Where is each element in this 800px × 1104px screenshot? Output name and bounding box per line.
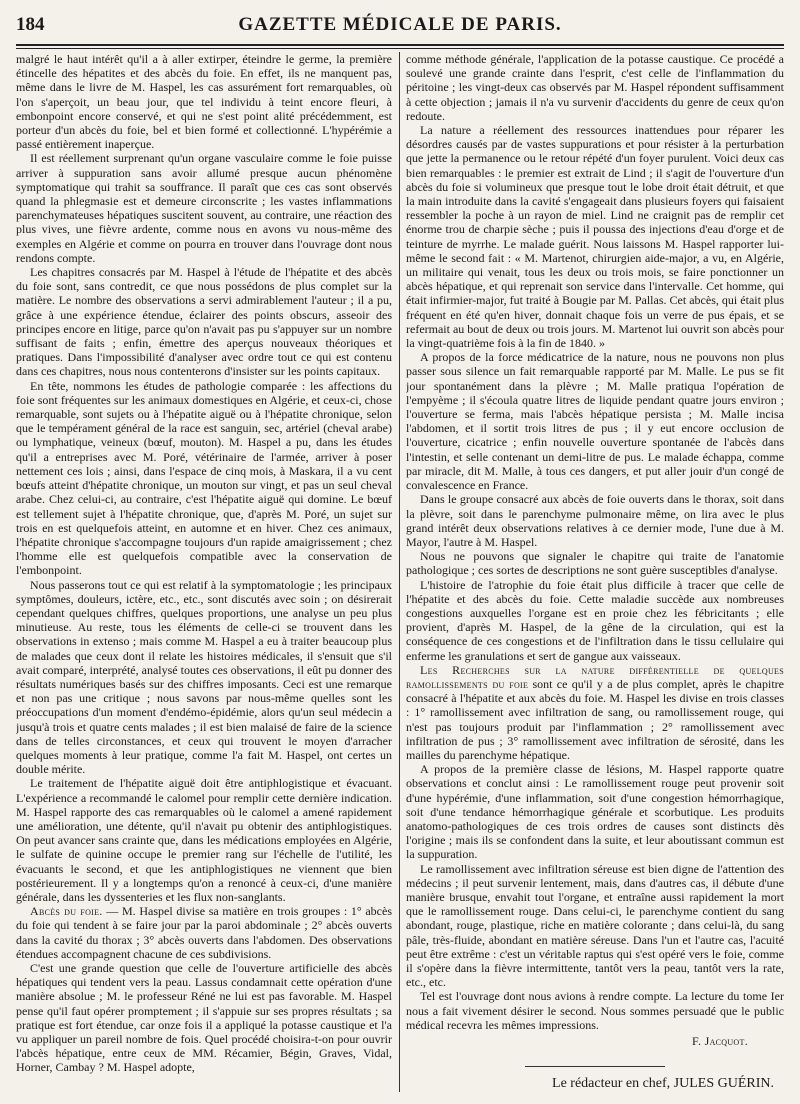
footer-rule <box>525 1066 665 1067</box>
paragraph-text: sont ce qu'il y a de plus complet, après le chapitre consacré à l'hépatite et aux abcès du foie. M. Haspel les divise en trois classes : 1° ramollissement avec infiltration de sang, ou ramollissement rouge, qui n'est pas toujours produit par l'inflammation ; 2° ramollissement avec infiltration de pus ; 3° ramollissement avec infiltration de sérosité, dans les mailles du parenchyme hépatique. <box>406 676 784 762</box>
header-rule-thin <box>16 48 784 49</box>
page-header <box>16 10 784 40</box>
left-column <box>16 52 392 1094</box>
right-column <box>406 52 784 1094</box>
paragraph: A propos de la force médicatrice de la nature, nous ne pouvons non plus passer sous silence un fait remarquable rapporté par M. Malle. Le pus se fit jour spontanément dans la plèvre ; M. Malle pratiqua l'opération de l'empyème ; il s'écoula quatre litres de liquide pendant quatre jours environ ; l'ouverture se ferma, mais l'abcès hépatique persista ; M. Malle incisa l'abdomen, et il sortit trois litres de pus ; il y eut encore occlusion de l'ouverture, cicatrice ; enfin nouvelle ouverture spontanée de l'abcès dans l'intestin, et selle contenant un demi-litre de pus. Le malade échappa, comme par miracle, dit M. Malle, à tous ces dangers, et put aller jouir d'un congé de convalescence en France. <box>406 350 784 493</box>
paragraph: Tel est l'ouvrage dont nous avions à rendre compte. La lecture du tome Ier nous a fait vivement désirer le second. Nous sommes persuadé que le public médical recevra les mêmes impressions. <box>406 989 784 1032</box>
section-heading: Abcès du foie. <box>30 904 103 919</box>
paragraph: malgré le haut intérêt qu'il a à aller extirper, éteindre le germe, la première étincelle des hépatites et des abcès du foie. En effet, ils ne manquent pas, même dans le livre de M. Haspel, les cas assurément fort remarquables, où l'on s'aperçoit, un beau jour, que tel individu à teint encore fleuri, à embonpoint encore conservé, et qui ne s'est point alité précédemment, est porteur d'un abcès du foie, bel et bien formé et collectionné. L'hypérémie a passé entièrement inaperçue. <box>16 52 392 152</box>
paragraph: C'est une grande question que celle de l'ouverture artificielle des abcès hépatiques qui tendent vers la peau. Lassus condamnait cette opération d'une manière absolue ; M. le professeur Réné ne lui est pas favorable. M. Haspel pense qu'il faut opérer promptement ; il s'appuie sur ses propres résultats ; sa pratique est fort étendue, car onze fois il a appliqué la potasse caustique et l'a vu appliquer un pareil nombre de fois. Quel procédé choisira-t-on pour ouvrir l'abcès hépatique, entre ceux de MM. Récamier, Bégin, Graves, Vidal, Horner, Cambay ? M. Haspel adopte, <box>16 961 392 1075</box>
column-divider <box>399 52 400 1092</box>
paragraph: Les chapitres consacrés par M. Haspel à l'étude de l'hépatite et des abcès du foie sont, sans contredit, ce que nous possédons de plus complet sur la matière. Le nombre des observations a servi admirablement l'auteur ; il a pu, grâce à une expérience étendue, éclairer des points obscurs, asseoir des principes encore en litige, parce qu'on n'avait pas pu s'appuyer sur un nombre suffisant de faits ; enfin, émettre des aperçus nouveaux théoriques et pratiques. Dans l'impossibilité d'analyser avec ordre tout ce qui est contenu dans ces chapitres, nous nous contenterons d'insister sur les points capitaux. <box>16 265 392 379</box>
page-number: 184 <box>16 14 45 35</box>
header-rule <box>16 44 784 46</box>
paragraph: Le traitement de l'hépatite aiguë doit être antiphlogistique et évacuant. L'expérience a recommandé le calomel pour remplir cette dernière indication. M. Haspel rapporte des cas remarquables où le calomel a amené rapidement une amélioration, une détente, qu'il n'avait pu obtenir des antiphlogistiques. On peut avancer sans crainte que, dans les médications employées en Algérie, le sulfate de quinine occupe le premier rang sur l'échelle de l'utilité, les évacuants le second, et que les antiphlogistiques ne viennent que bien postérieurement. Il y a longtemps qu'on a renoncé à ceux-ci, d'une manière générale, dans les dyssenteries et les flux non-sanglants. <box>16 776 392 904</box>
paragraph <box>16 904 392 961</box>
paragraph: En tête, nommons les études de pathologie comparée : les affections du foie sont fréquentes sur les animaux domestiques en Algérie, et ceux-ci, chose remarquable, sont sujets ou à l'hépatite aiguë ou à l'hépatite chronique, selon que le tempérament général de la race est sanguin, sec, artériel (cheval arabe) ou lymphatique, veineux (bœuf, mouton). M. Haspel a pu, dans les études qu'il a entreprises avec M. Poré, vétérinaire de l'armée, arriver à poser nettement ces lois ; ainsi, dans l'espace de cinq mois, à Maskara, il a vu cent bœufs atteint d'hépatite chronique, un mouton sur vingt, et pas un seul cheval arabe. Chez celui-ci, au contraire, c'est l'hépatite aiguë qui domine. Le bœuf est tellement sujet à l'hépatite chronique, que, d'après M. Poré, un sujet sur trois en est quelquefois atteint, en automne et en hiver. Chez ces animaux, l'hépatite chronique s'accompagne toujours d'un rapide amaigrissement ; chez l'homme elle est quelquefois compatible avec la conservation de l'embonpoint. <box>16 378 392 578</box>
journal-title: GAZETTE MÉDICALE DE PARIS. <box>238 14 562 35</box>
section-heading: Les Recherches sur la nature différentielle de quelques ramollissements du foie <box>406 662 784 691</box>
paragraph: A propos de la première classe de lésions, M. Haspel rapporte quatre observations et conclut ainsi : Le ramollissement rouge peut provenir soit d'une hypérémie, d'une inflammation, soit d'une congestion hémorrhagique, soit d'une tendance hémorrhagique générale et scorbutique. Les produits anatomo-pathologiques de ces trois ordres de causes sont distincts dès l'origine ; mais ils se confondent dans la suite, et leur aboutissant commun est la suppuration. <box>406 762 784 862</box>
paragraph: Nous ne pouvons que signaler le chapitre qui traite de l'anatomie pathologique ; ces sortes de descriptions ne sont guère susceptibles d'analyse. <box>406 549 784 578</box>
paragraph: L'histoire de l'atrophie du foie était plus difficile à tracer que celle de l'hépatite et des abcès du foie. Cette maladie succède aux nombreuses congestions auxquelles l'organe est en proie chez les fébricitants ; elle provient, d'après M. Haspel, de la gêne de la circulation, qui est la conséquence de ces congestions et de l'infiltration dans le tissu cellulaire qui enferme les granulations et sert de gangue aux vaisseaux. <box>406 577 784 663</box>
author-signature: F. Jacquot. <box>691 1034 748 1049</box>
paragraph: Nous passerons tout ce qui est relatif à la symptomatologie ; les principaux symptômes, douleurs, ictère, etc., etc., sont discutés avec soin ; on désirerait cependant quelques chiffres, quelques proportions, une analyse un peu plus minutieuse. Au reste, tous les éléments de celle-ci se trouvent dans les observations in extenso ; mais comme M. Haspel a eu à traiter beaucoup plus de malades que ceux dont il relate les histoires médicales, il s'ensuit que s'il avait comparé, interprété, analysé toutes ces observations, il eût pu donner des résultats numériques basés sur des chiffres imposants. Ceci est une remarque et non pas une critique ; nous savons par nous-même quelles sont les préoccupations d'un moment d'endémo-épidémie, alors qu'un seul médecin a jusqu'à trois et quatre cents malades ; il est bien malaisé de faire de la science dans de telles circonstances, et ceux qui trouvent le moyen d'arracher quelques moments à leur pratique, comme l'a fait M. Haspel, ont certes un double mérite. <box>16 577 392 777</box>
paragraph: Dans le groupe consacré aux abcès de foie ouverts dans le thorax, soit dans la plèvre, soit dans le parenchyme pulmonaire même, on lira avec le plus grand intérêt deux observations relatives à ce dernier mode, l'une due à M. Mayor, l'autre à M. Haspel. <box>406 492 784 549</box>
paragraph: comme méthode générale, l'application de la potasse caustique. Ce procédé a soulevé une grande crainte dans l'esprit, c'est celle de l'inflammation du péritoine ; les vingt-deux cas observés par M. Haspel répondent suffisamment à cette objection ; jamais il n'a vu survenir d'accidents du genre de ceux qu'on redoute. <box>406 52 784 123</box>
paragraph-text: — M. Haspel divise sa matière en trois groupes : 1° abcès du foie qui tendent à se faire jour par la paroi abdominale ; 2° abcès ouverts dans la cavité du thorax ; 3° abcès ouverts dans l'abdomen. Des observations étendues accompagnent chacune de ces subdivisions. <box>16 904 392 961</box>
paragraph: Il est réellement surprenant qu'un organe vasculaire comme le foie puisse arriver à suppuration sans avoir allumé presque aucun phénomène symptomatique qui trahit sa souffrance. Il paraît que ces cas sont observés quand la phlegmasie est et demeure circonscrite ; les vastes inflammations parenchymateuses hépatiques suscitent souvent, au contraire, une réaction des plus vives, une fièvre ardente, comme nous en avons vu nous-même des exemples en Algérie et comme on pourra en trouver dans l'ouvrage dont nous rendons compte. <box>16 151 392 265</box>
paragraph <box>406 663 784 762</box>
paragraph: La nature a réellement des ressources inattendues pour réparer les désordres causés par de vastes suppurations et pour résister à la perturbation que jette la permanence ou le retour répété d'un foyer purulent. Voici deux cas bien remarquables : le premier est extrait de Lind ; il s'agit de l'ouverture d'un abcès du foie si volumineux que presque tout le lobe droit était détruit, et que la main introduite dans la cavité s'engageait dans plusieurs foyers qui faisaient ressembler la poche à un rayon de miel. Lind ne craignit pas de remplir cet énorme trou de charpie sèche ; puis il poussa des injections d'eau d'orge et de teinture de myrrhe. Le malade guérit. Nous laissons M. Haspel rapporter lui-même le second fait : « M. Martenot, chirurgien aide-major, a vu, en Algérie, un militaire qui venait, tous les deux ou trois mois, se faire ponctionner un abcès hépatique, et qui reprenait son service dans l'intervalle. Cet homme, qui était infirmier-major, fut traité à Bougie par M. Pallas. Cet abcès, qui était plus fréquent en été qu'en hiver, donnait chaque fois un verre de pus épais, et se refermait au bout de deux ou trois jours. M. Martenot lui ouvrit son abcès pour la vingt-quatrième fois à la fin de 1840. » <box>406 123 784 351</box>
paragraph: Le ramollissement avec infiltration séreuse est bien digne de l'attention des médecins ; il peut survenir lentement, mais, dans d'autres cas, il débute d'une manière brusque, envahit tout l'organe, et entraîne aussi rapidement la mort que le ramollissement rouge. Dans celui-ci, le parenchyme contient du sang abondant, rouge, plastique, riche en matière colorante ; dans celui-là, du sang pâle, très-fluide, abondant en matière séreuse. Dans l'un et l'autre cas, l'acuité peut être extrême : c'est un véritable raptus qui s'est opéré vers le foie, comme il s'opère dans la fièvre intermittente, tantôt vers la peau, tantôt vers la rate, etc., etc. <box>406 861 784 990</box>
editor-footer: Le rédacteur en chef, JULES GUÉRIN. <box>552 1076 774 1092</box>
